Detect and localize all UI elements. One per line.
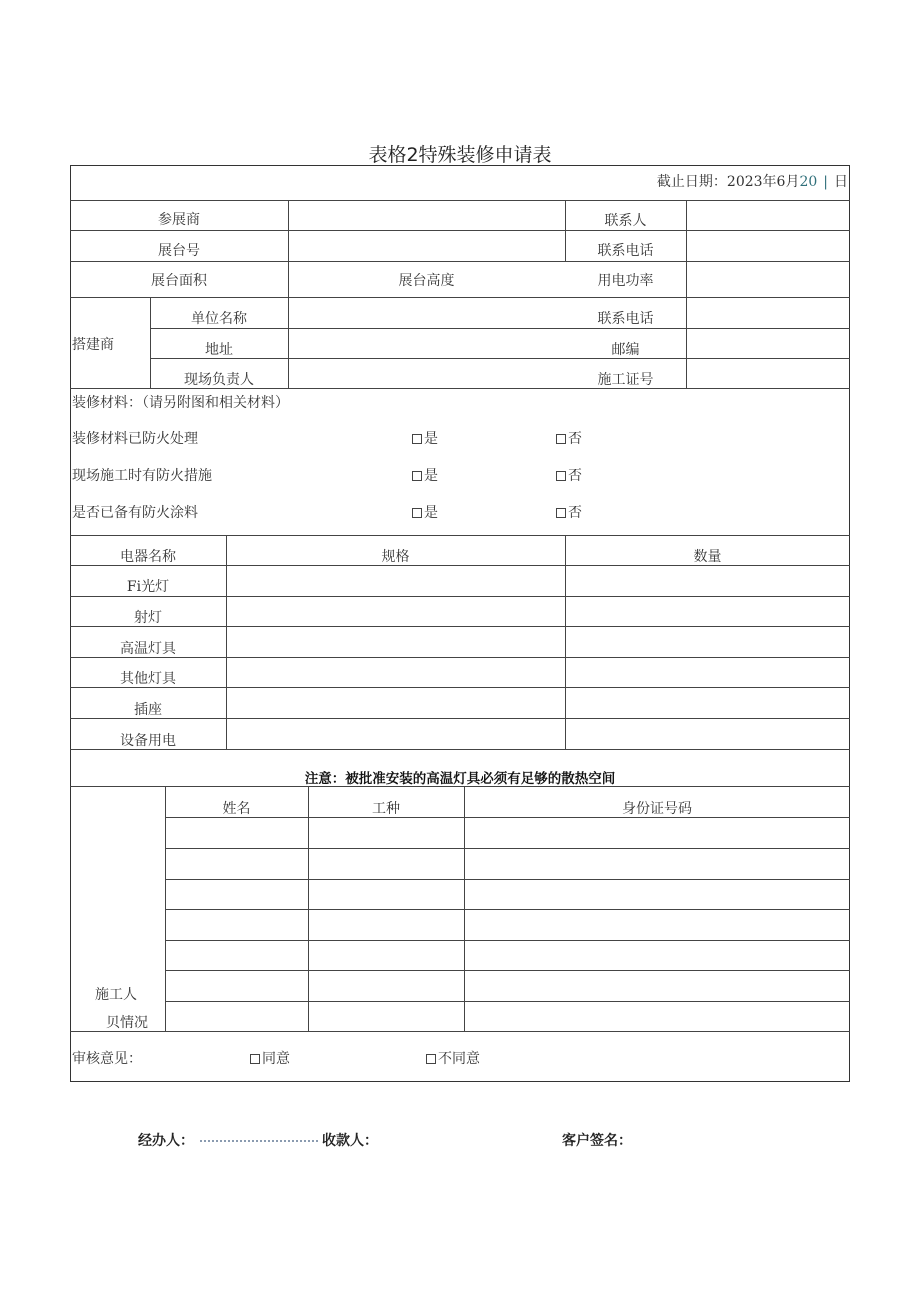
deadline-date-prefix: 截止日期：2023年6月 bbox=[656, 174, 800, 190]
row-divider bbox=[165, 909, 850, 910]
row-divider bbox=[150, 328, 850, 329]
worker-trade-header: 工种 bbox=[372, 801, 400, 817]
column-divider bbox=[308, 786, 309, 1031]
checkbox-label: 不同意 bbox=[438, 1051, 480, 1067]
deadline-date bbox=[657, 171, 848, 191]
row-divider bbox=[70, 230, 850, 231]
handler-label: 经办人： bbox=[138, 1133, 194, 1149]
fire-paint-yes-checkbox[interactable] bbox=[412, 502, 438, 522]
workers-group-label: 施工人 bbox=[95, 987, 137, 1003]
checkbox-label: 是 bbox=[424, 431, 438, 447]
checkbox-label: 否 bbox=[568, 505, 582, 521]
checkbox-icon bbox=[556, 434, 566, 444]
address-label: 地址 bbox=[205, 342, 233, 358]
materials-header: 装修材料：（请另附图和相关材料） bbox=[72, 395, 289, 411]
electrical-name-header: 电器名称 bbox=[120, 549, 176, 565]
row-divider bbox=[165, 879, 850, 880]
review-label: 审核意见： bbox=[72, 1051, 142, 1067]
electrical-item: 设备用电 bbox=[120, 733, 176, 749]
exhibitor-phone-label: 联系电话 bbox=[597, 243, 654, 259]
row-divider bbox=[165, 1001, 850, 1002]
row-divider bbox=[70, 261, 850, 262]
fire-paint-no-checkbox[interactable] bbox=[556, 502, 582, 522]
workers-group-label-2: 贝情况 bbox=[106, 1015, 148, 1031]
checkbox-icon bbox=[250, 1054, 260, 1064]
electrical-item: 高温灯具 bbox=[120, 641, 176, 657]
column-divider bbox=[226, 535, 227, 749]
builder-phone-label: 联系电话 bbox=[597, 311, 654, 327]
booth-number-label: 展台号 bbox=[158, 243, 200, 259]
review-disagree-checkbox[interactable] bbox=[426, 1048, 480, 1068]
builder-label: 搭建商 bbox=[72, 337, 114, 353]
worker-id-header: 身份证号码 bbox=[622, 801, 692, 817]
checkbox-icon bbox=[556, 471, 566, 481]
payee-label: 收款人： bbox=[322, 1133, 378, 1149]
checkbox-icon bbox=[426, 1054, 436, 1064]
fire-measures-question: 现场施工时有防火措施 bbox=[72, 468, 212, 484]
fire-measures-no-checkbox[interactable] bbox=[556, 465, 582, 485]
contact-person-label: 联系人 bbox=[604, 213, 647, 229]
deadline-date-suffix: 日 bbox=[834, 174, 848, 190]
review-agree-checkbox[interactable] bbox=[250, 1048, 290, 1068]
handler-signature-line[interactable] bbox=[200, 1140, 318, 1142]
row-divider bbox=[70, 596, 850, 597]
row-divider bbox=[70, 1031, 850, 1032]
deadline-date-cursor: | bbox=[823, 174, 828, 190]
exhibitor-label: 参展商 bbox=[158, 212, 200, 228]
onsite-manager-label: 现场负责人 bbox=[184, 372, 254, 388]
worker-name-header: 姓名 bbox=[222, 801, 251, 817]
electrical-item: Fi光灯 bbox=[126, 579, 170, 595]
permit-number-label: 施工证号 bbox=[597, 372, 654, 388]
row-divider bbox=[165, 848, 850, 849]
checkbox-icon bbox=[556, 508, 566, 518]
column-divider bbox=[165, 786, 166, 1031]
column-divider bbox=[288, 297, 289, 388]
electrical-item: 其他灯具 bbox=[120, 671, 176, 687]
fire-measures-yes-checkbox[interactable] bbox=[412, 465, 438, 485]
fire-paint-question: 是否已备有防火涂料 bbox=[72, 505, 198, 521]
checkbox-label: 同意 bbox=[262, 1051, 290, 1067]
column-divider bbox=[686, 200, 687, 388]
row-divider bbox=[165, 940, 850, 941]
electrical-spec-header: 规格 bbox=[381, 549, 410, 565]
row-divider bbox=[70, 297, 850, 298]
fireproof-question: 装修材料已防火处理 bbox=[72, 431, 198, 447]
fireproof-yes-checkbox[interactable] bbox=[412, 428, 438, 448]
electrical-qty-header: 数量 bbox=[693, 549, 722, 565]
electrical-item: 插座 bbox=[134, 702, 162, 718]
checkbox-icon bbox=[412, 508, 422, 518]
checkbox-label: 否 bbox=[568, 468, 582, 484]
booth-height-label: 展台高度 bbox=[398, 273, 455, 289]
checkbox-label: 是 bbox=[424, 468, 438, 484]
checkbox-label: 否 bbox=[568, 431, 582, 447]
electrical-item: 射灯 bbox=[134, 610, 162, 626]
row-divider bbox=[70, 535, 850, 536]
booth-area-label: 展台面积 bbox=[151, 273, 207, 289]
checkbox-icon bbox=[412, 471, 422, 481]
row-divider bbox=[165, 970, 850, 971]
checkbox-icon bbox=[412, 434, 422, 444]
postcode-label: 邮编 bbox=[611, 342, 640, 358]
column-divider bbox=[464, 786, 465, 1031]
row-divider bbox=[70, 200, 850, 201]
notice-text: 注意：被批准安装的高温灯具必须有足够的散热空间 bbox=[304, 771, 616, 787]
fireproof-no-checkbox[interactable] bbox=[556, 428, 582, 448]
power-usage-label: 用电功率 bbox=[597, 273, 654, 289]
checkbox-label: 是 bbox=[424, 505, 438, 521]
deadline-date-day: 20 bbox=[799, 174, 818, 190]
client-signature-label: 客户签名： bbox=[562, 1133, 632, 1149]
column-divider bbox=[565, 535, 566, 749]
unit-name-label: 单位名称 bbox=[191, 311, 247, 327]
form-title: 表格2特殊装修申请表 bbox=[368, 144, 552, 166]
